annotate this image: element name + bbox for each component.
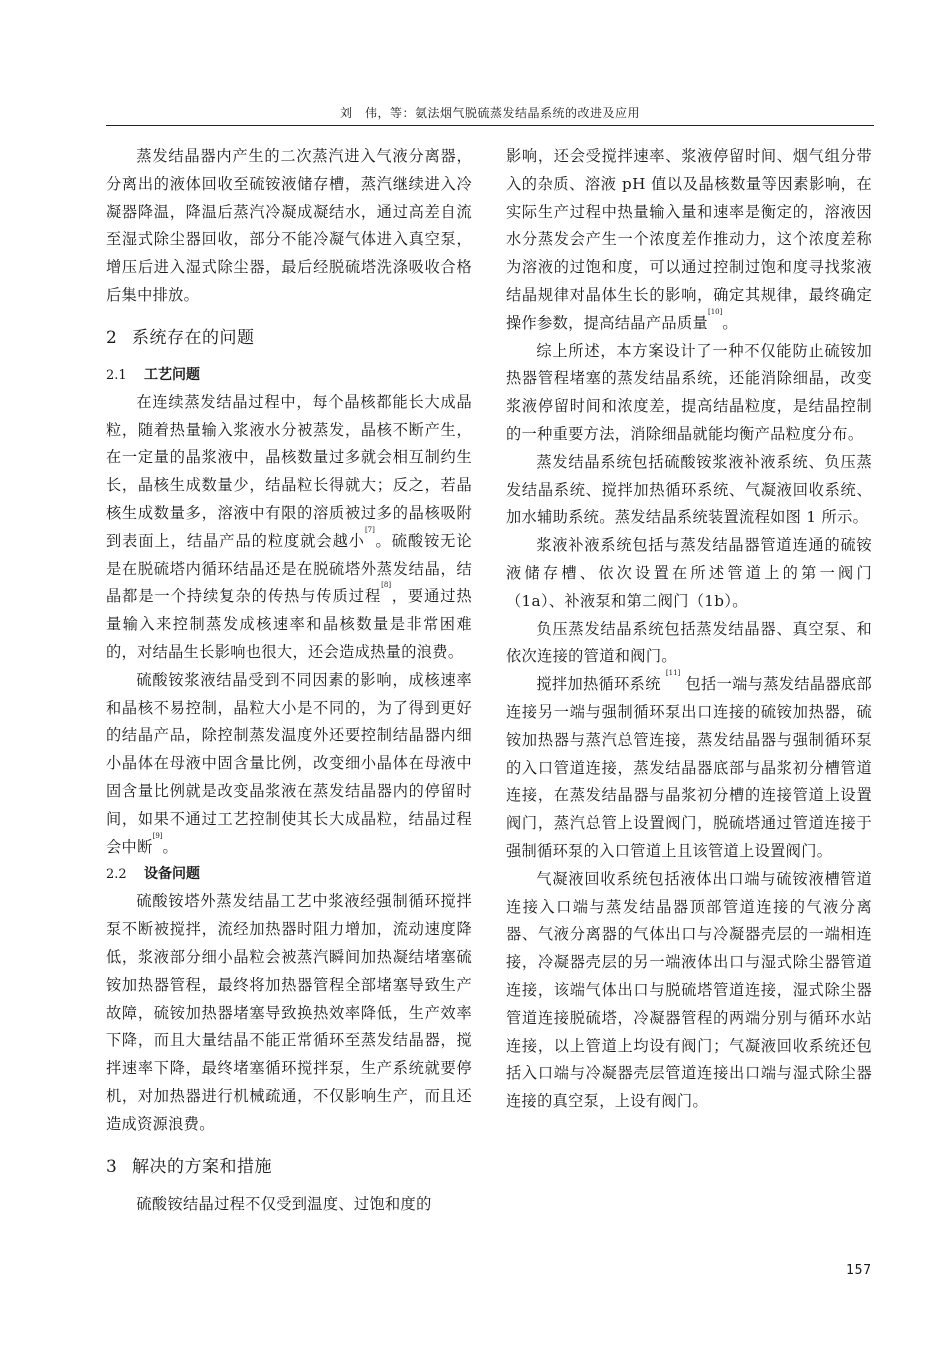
section-2-heading bbox=[106, 324, 472, 352]
section-title: 系统存在的问题 bbox=[132, 327, 255, 348]
text-run: 影响，还会受搅拌速率、浆液停留时间、烟气组分带入的杂质、溶液 pH 值以及晶核数量等因素影响，在实际生产过程中热量输入量和速率是衡定的，溶液因水分蒸发会产生一个浓度差作推动力，这个浓度差称为溶液的过饱和度，可以通过控制过饱和度寻找浆液结晶规律对晶体生长的影响，确定其规律，最终确定操作参数，提高结晶产品质量 bbox=[506, 147, 872, 332]
paragraph-summary: 综上所述，本方案设计了一种不仅能防止硫铵加热器管程堵塞的蒸发结晶系统，还能消除细晶，改变浆液停留时间和浓度差，提高结晶粒度，是结晶控制的一种重要方法，消除细晶就能均衡产品粒度分布。 bbox=[506, 341, 872, 443]
paragraph-solution-continued bbox=[506, 143, 872, 338]
section-2-1-heading bbox=[106, 362, 472, 389]
subsection-title: 工艺问题 bbox=[144, 366, 200, 383]
header-rule bbox=[106, 125, 874, 126]
right-column bbox=[506, 143, 872, 1116]
left-column bbox=[106, 143, 472, 1218]
text-run: ，要通过热量输入来控制蒸发成核速率和晶核数量是非常困难的，对结晶生长影响也很大，还会造成热量的浪费。 bbox=[106, 587, 473, 661]
paragraph-negative-pressure-system: 负压蒸发结晶系统包括蒸发结晶器、真空泵、和依次连接的管道和阀门。 bbox=[506, 619, 872, 666]
citation-10: [10] bbox=[708, 307, 723, 316]
citation-9: [9] bbox=[152, 831, 163, 840]
subsection-number: 2.2 bbox=[106, 867, 127, 883]
paragraph-heating-circulation bbox=[506, 671, 872, 866]
paragraph-slurry-crystallization bbox=[106, 667, 472, 862]
subsection-title: 设备问题 bbox=[144, 866, 200, 883]
text-run: 包括一端与蒸发结晶器底部连接另一端与强制循环泵出口连接的硫铵加热器，硫铵加热器与蒸汽总管连接，蒸发结晶器与强制循环泵的入口管道连接，蒸发结晶器底部与晶浆初分槽管道连接，在蒸发结晶器与晶浆初分槽的连接管道上设置阀门，蒸汽总管上设置阀门，脱硫塔通过管道连接于强制循环泵的入口管道上且该管道上设置阀门。 bbox=[506, 675, 872, 860]
running-header: 刘 伟，等：氨法烟气脱硫蒸发结晶系统的改进及应用 bbox=[339, 106, 640, 120]
section-number: 2 bbox=[106, 327, 118, 348]
citation-7: [7] bbox=[364, 525, 375, 534]
paragraph-system-components: 蒸发结晶系统包括硫酸铵浆液补液系统、负压蒸发结晶系统、搅拌加热循环系统、气凝液回收系统、加水辅助系统。蒸发结晶系统装置流程如图 1 所示。 bbox=[506, 452, 872, 527]
paragraph-vapor-recovery: 蒸发结晶器内产生的二次蒸汽进入气液分离器，分离出的液体回收至硫铵液储存槽，蒸汽继续进入冷凝器降温，降温后蒸汽冷凝成凝结水，通过高差自流至湿式除尘器回收，部分不能冷凝气体进入真空泵，增压后进入湿式除尘器，最后经脱硫塔洗涤吸收合格后集中排放。 bbox=[106, 147, 472, 304]
text-run: 。 bbox=[162, 837, 179, 856]
paragraph-crystallization-process bbox=[106, 389, 472, 667]
section-title: 解决的方案和措施 bbox=[132, 1156, 272, 1177]
section-3-heading bbox=[106, 1153, 472, 1181]
paragraph-condensate-recovery: 气凝液回收系统包括液体出口端与硫铵液槽管道连接入口端与蒸发结晶器顶部管道连接的气液分离器、气液分离器的气体出口与冷凝器壳层的一端相连接，冷凝器壳层的另一端液体出口与湿式除尘器管道连接，该端气体出口与脱硫塔管道连接，湿式除尘器管道连接脱硫塔，冷凝器管程的两端分别与循环水站连接，以上管道上均设有阀门；气凝液回收系统还包括入口端与冷凝器壳层管道连接出口端与湿式除尘器连接的真空泵，上设有阀门。 bbox=[506, 869, 872, 1111]
subsection-number: 2.1 bbox=[106, 367, 127, 383]
paragraph-replenishment-system: 浆液补液系统包括与蒸发结晶器管道连通的硫铵液储存槽、依次设置在所述管道上的第一阀门（1a）、补液泵和第二阀门（1b）。 bbox=[506, 536, 872, 610]
text-run: 。 bbox=[722, 313, 738, 332]
section-2-2-heading bbox=[106, 861, 472, 888]
text-run: 硫酸铵浆液结晶受到不同因素的影响，成核速率和晶核不易控制，晶粒大小是不同的，为了得到更好的结晶产品，除控制蒸发温度外还要控制结晶器内细小晶体在母液中固含量比例，改变细小晶体在母液中固含量比例就是改变晶浆液在蒸发结晶器内的停留时间，如果不通过工艺控制使其长大成晶粒，结晶过程会中断 bbox=[106, 670, 472, 856]
paragraph-solution-intro: 硫酸铵结晶过程不仅受到温度、过饱和度的 bbox=[136, 1194, 432, 1213]
section-number: 3 bbox=[106, 1156, 118, 1177]
text-run: 在连续蒸发结晶过程中，每个晶核都能长大成晶粒，随着热量输入浆液水分被蒸发，晶核不断产生，在一定量的晶浆液中，晶核数量过多就会相互制约生长，晶核生成数量少，结晶粒长得就大；反之，若晶核生成数量多，溶液中有限的溶质被过多的晶核吸附到表面上，结晶产品的粒度就会越小 bbox=[106, 392, 472, 550]
text-run: 搅拌加热循环系统 bbox=[536, 675, 666, 694]
text-run: 。硫酸铵无论是在脱硫塔内循环结晶还是在脱硫塔外蒸发结晶，结晶都是一个持续复杂的传热与传质过程 bbox=[106, 531, 472, 606]
citation-11: [11] bbox=[665, 669, 681, 678]
citation-8: [8] bbox=[381, 581, 392, 590]
paragraph-equipment-problem: 硫酸铵塔外蒸发结晶工艺中浆液经强制循环搅拌泵不断被搅拌，流经加热器时阻力增加，流动速度降低，浆液部分细小晶粒会被蒸汽瞬间加热凝结堵塞硫铵加热器管程，最终将加热器管程全部堵塞导致生产故障，硫铵加热器堵塞导致换热效率降低，生产效率下降，而且大量结晶不能正常循环至蒸发结晶器，搅拌速率下降，最终堵塞循环搅拌泵，生产系统就要停机，对加热器进行机械疏通，不仅影响生产，而且还造成资源浪费。 bbox=[106, 892, 472, 1133]
page-number: 157 bbox=[846, 1263, 872, 1278]
